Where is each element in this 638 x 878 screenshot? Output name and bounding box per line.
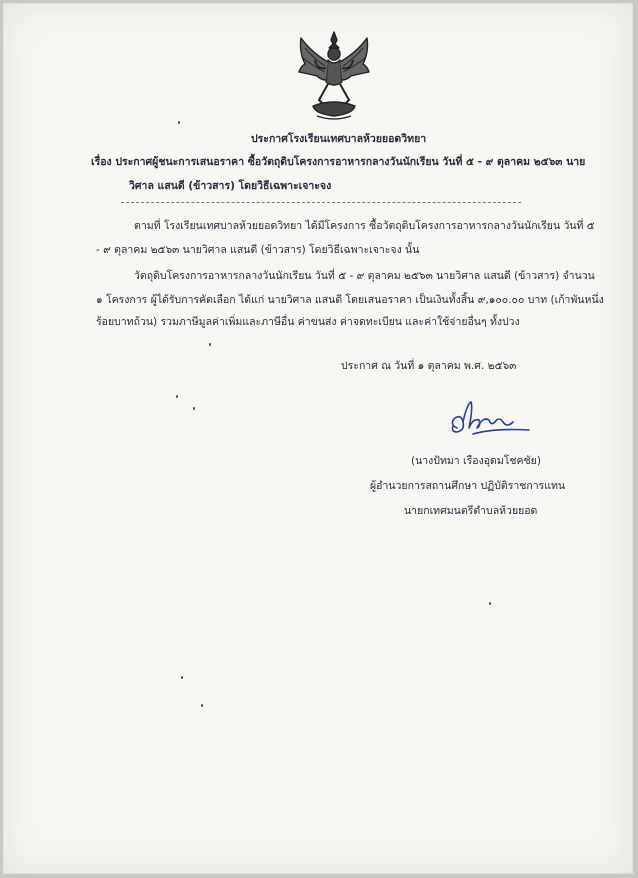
signature-image [443, 398, 535, 440]
subject-line-1: เรื่อง ประกาศผู้ชนะการเสนอราคา ซื้อวัตถุดิบโครงการอาหารกลางวันนักเรียน วันที่ ๕ - ๙ ตุลาคม ๒๕๖๓ นาย [91, 156, 586, 168]
subject-line-2: วิศาล แสนดี (ข้าวสาร) โดยวิธีเฉพาะเจาะจง [129, 180, 332, 192]
paragraph-2-line-2: ๑ โครงการ ผู้ได้รับการคัดเลือก ได้แก่ นายวิศาล แสนดี โดยเสนอราคา เป็นเงินทั้งสิ้น ๙,๑๐๐.๐๐ บาท (เก้าพันหนึ่ง [96, 294, 604, 306]
scan-speck [209, 343, 211, 346]
announcement-date: ประกาศ ณ วันที่ ๑ ตุลาคม พ.ศ. ๒๕๖๓ [341, 360, 517, 372]
paragraph-1-line-2: - ๙ ตุลาคม ๒๕๖๓ นายวิศาล แสนดี (ข้าวสาร) โดยวิธีเฉพาะเจาะจง นั้น [96, 244, 420, 256]
divider [121, 202, 521, 203]
document-title: ประกาศโรงเรียนเทศบาลห้วยยอดวิทยา [251, 133, 427, 145]
scan-speck [201, 704, 203, 707]
scan-speck [489, 602, 491, 605]
signatory-position-1: ผู้อำนวยการสถานศึกษา ปฏิบัติราชการแทน [370, 480, 566, 492]
paragraph-1-line-1: ตามที่ โรงเรียนเทศบาลห้วยยอดวิทยา ได้มีโครงการ ซื้อวัตถุดิบโครงการอาหารกลางวันนักเรียน วันที่ ๕ [134, 220, 595, 232]
signatory-name: (นางปัทมา เรืองอุดมโชคชัย) [411, 455, 541, 467]
scan-speck [193, 407, 195, 410]
document-page [3, 3, 633, 874]
signatory-position-2: นายกเทศมนตรีตำบลห้วยยอด [404, 505, 538, 517]
scan-speck [181, 676, 183, 679]
scan-speck [176, 395, 178, 398]
garuda-emblem-icon [295, 30, 373, 122]
paragraph-2-line-1: วัตถุดิบโครงการอาหารกลางวันนักเรียน วันที่ ๕ - ๙ ตุลาคม ๒๕๖๓ นายวิศาล แสนดี (ข้าวสาร) จำนวน [134, 270, 595, 282]
scan-speck [178, 121, 180, 124]
paragraph-2-line-3: ร้อยบาทถ้วน) รวมภาษีมูลค่าเพิ่มและภาษีอื่น ค่าขนส่ง ค่าจดทะเบียน และค่าใช้จ่ายอื่นๆ ทั้งปวง [96, 316, 520, 328]
